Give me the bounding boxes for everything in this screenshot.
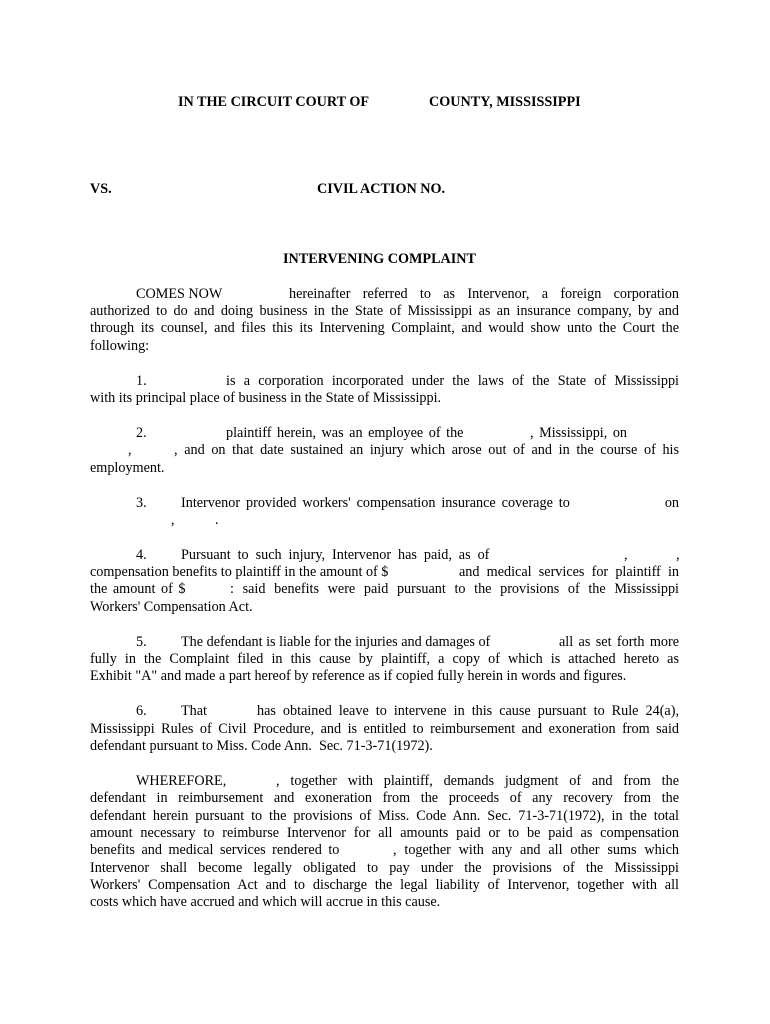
p5-line-1a: The defendant is liable for the injuries and damages of (181, 634, 491, 650)
p4-line-2b: and medical services for plaintiff in (459, 564, 679, 580)
civil-action-label: CIVIL ACTION NO. (317, 181, 446, 197)
p1-number: 1. (136, 373, 147, 389)
wherefore-line-8: costs which have accrued and which will accrue in this cause. (90, 894, 441, 910)
p3-line-2b: . (215, 512, 219, 528)
p3-line-2a: , (171, 512, 175, 528)
p6-line-1a: That (181, 703, 207, 719)
p1-line-1: is a corporation incorporated under the laws of the State of Mississippi (226, 373, 679, 389)
p4-line-3b: : said benefits were paid pursuant to the provisions of the Mississippi (230, 581, 679, 597)
p4-line-1b: , (624, 547, 628, 563)
intro-line-1: hereinafter referred to as Intervenor, a foreign corporation (289, 286, 679, 302)
wherefore-line-1: , together with plaintiff, demands judgment of and from the (276, 773, 679, 789)
wherefore-line-5b: , together with any and all other sums which (393, 842, 679, 858)
intro-comes-now: COMES NOW (136, 286, 223, 302)
p2-number: 2. (136, 425, 147, 441)
p1-line-2: with its principal place of business in the State of Mississippi. (90, 390, 442, 406)
wherefore-line-3: defendant herein pursuant to the provisions of Miss. Code Ann. Sec. 71-3-71(1972), in the total (90, 808, 679, 824)
p2-line-1b: , Mississippi, on (530, 425, 628, 441)
p5-line-3: Exhibit "A" and made a part hereof by reference as if copied fully herein in words and figures. (90, 668, 627, 684)
p4-line-1c: , (676, 547, 680, 563)
p2-line-2b: , and on that date sustained an injury which arose out of and in the course of his (174, 442, 679, 458)
p5-line-2: fully in the Complaint filed in this cause by plaintiff, a copy of which is attached hereto as (90, 651, 679, 667)
p2-line-1a: plaintiff herein, was an employee of the (226, 425, 464, 441)
p2-line-2a: , (128, 442, 132, 458)
wherefore-line-4: amount necessary to reimburse Intervenor for all amounts paid or to be paid as compensation (90, 825, 679, 841)
intro-line-2: authorized to do and doing business in the State of Mississippi as an insurance company, by and (90, 303, 679, 319)
p3-line-1a: Intervenor provided workers' compensation insurance coverage to (181, 495, 570, 511)
wherefore-line-5a: benefits and medical services rendered to (90, 842, 340, 858)
p4-line-1a: Pursuant to such injury, Intervenor has paid, as of (181, 547, 490, 563)
intro-line-3: through its counsel, and files this its Intervening Complaint, and would show unto the Court the (90, 320, 679, 336)
wherefore-label: WHEREFORE, (136, 773, 227, 789)
p4-line-3a: the amount of $ (90, 581, 186, 597)
p2-line-3: employment. (90, 460, 165, 476)
intro-line-4: following: (90, 338, 150, 354)
wherefore-line-6: Intervenor shall become legally obligated to pay under the provisions of the Mississippi (90, 860, 679, 876)
p5-line-1b: all as set forth more (559, 634, 679, 650)
p6-line-1b: has obtained leave to intervene in this cause pursuant to Rule 24(a), (257, 703, 679, 719)
p4-line-4: Workers' Compensation Act. (90, 599, 253, 615)
wherefore-line-2: defendant in reimbursement and exoneration from the proceeds of any recovery from the (90, 790, 679, 806)
p3-line-1b: on (664, 495, 679, 511)
p4-line-2a: compensation benefits to plaintiff in the amount of $ (90, 564, 389, 580)
versus-label: VS. (90, 181, 112, 197)
wherefore-line-7: Workers' Compensation Act and to discharge the legal liability of Intervenor, together with all (90, 877, 679, 893)
court-heading-left: IN THE CIRCUIT COURT OF (178, 94, 370, 110)
p6-line-3: defendant pursuant to Miss. Code Ann. Sec. 71-3-71(1972). (90, 738, 433, 754)
p6-line-2: Mississippi Rules of Civil Procedure, and is entitled to reimbursement and exoneration from said (90, 721, 679, 737)
p5-number: 5. (136, 634, 147, 650)
p6-number: 6. (136, 703, 147, 719)
p3-number: 3. (136, 495, 147, 511)
p4-number: 4. (136, 547, 147, 563)
court-heading-right: COUNTY, MISSISSIPPI (429, 94, 581, 110)
document-title: INTERVENING COMPLAINT (283, 251, 477, 267)
